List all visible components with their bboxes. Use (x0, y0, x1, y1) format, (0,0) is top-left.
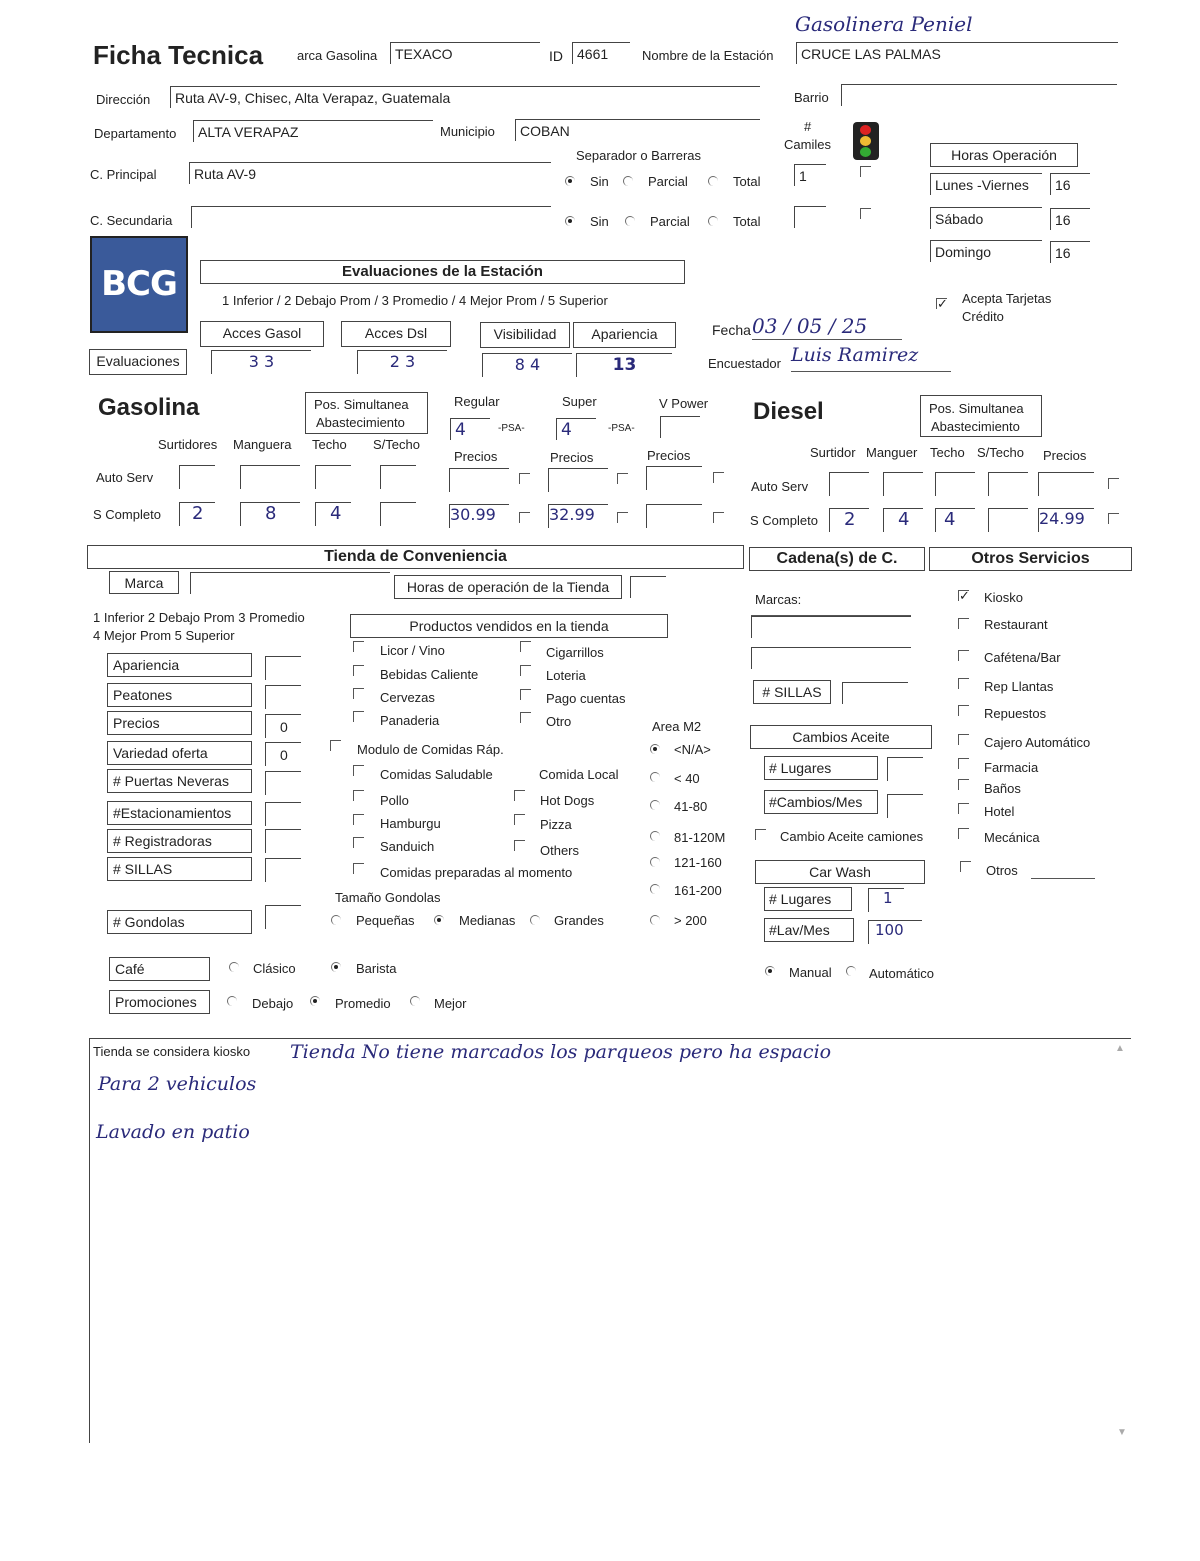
lav-mes-field[interactable]: 100 (868, 920, 922, 944)
car-wash-header: Car Wash (755, 860, 925, 884)
sin-label: Sin (590, 174, 609, 189)
acces-gasol-label: Acces Gasol (200, 321, 324, 347)
puertas-neveras-label: # Puertas Neveras (107, 769, 252, 793)
others-label: Others (540, 843, 580, 858)
sc-precio-vpower-field[interactable] (646, 504, 702, 528)
marca-cadena-2-field[interactable] (751, 647, 911, 669)
regular-pos-field[interactable]: 4 (450, 418, 490, 440)
preparadas-checkbox[interactable] (353, 863, 364, 874)
promociones-label: Promociones (109, 990, 210, 1014)
s-techo-label: S/Techo (373, 437, 420, 452)
cafe-label: Café (109, 957, 210, 981)
diesel-title: Diesel (753, 398, 824, 425)
sc-precio-super-field[interactable]: 32.99 (548, 504, 608, 528)
acces-dsl-field[interactable]: 2 3 (357, 350, 447, 374)
rep-llantas-label: Rep Llantas (984, 679, 1054, 694)
notes-area[interactable] (89, 1038, 1131, 1443)
auto-serv-label: Auto Serv (96, 470, 154, 485)
cw-lugares-label: # Lugares (764, 887, 852, 911)
hot-dogs-checkbox[interactable] (514, 790, 525, 801)
cajero-checkbox[interactable] (958, 734, 969, 745)
hotel-label: Hotel (984, 804, 1015, 819)
evaluaciones-scale: 1 Inferior / 2 Debajo Prom / 3 Promedio / 4 Mejor Prom / 5 Superior (222, 293, 608, 308)
precios-diesel-label: Precios (1043, 448, 1087, 463)
pos-simultanea-label: Pos. Simultanea (314, 397, 409, 412)
camiones-2-field[interactable] (794, 206, 826, 228)
tienda-scale-1: 1 Inferior 2 Debajo Prom 3 Promedio (93, 610, 305, 625)
pizza-checkbox[interactable] (514, 814, 525, 825)
bebidas-label: Bebidas Caliente (380, 667, 479, 682)
area-lt40-radio[interactable] (650, 772, 660, 782)
s-completo-diesel-label: S Completo (750, 513, 818, 528)
sanduich-label: Sanduich (380, 839, 435, 854)
hotel-checkbox[interactable] (958, 803, 969, 814)
notes-line-3: Lavado en patio (96, 1121, 250, 1143)
sc-surtidores-field[interactable]: 2 (179, 502, 215, 526)
mejor-label: Mejor (434, 996, 467, 1011)
parcial-label: Parcial (648, 174, 688, 189)
modulo-comidas-label: Modulo de Comidas Ráp. (357, 742, 504, 757)
manguera-label: Manguera (233, 437, 292, 452)
auto-serv-diesel-label: Auto Serv (751, 479, 809, 494)
hamburguesa-checkbox[interactable] (353, 814, 364, 825)
domingo-field[interactable]: 16 (1050, 241, 1090, 263)
marca-gasolina-label: arca Gasolina (297, 48, 378, 63)
estacionamientos-label: #Estacionamientos (107, 801, 252, 825)
area-na-radio[interactable] (650, 744, 660, 754)
as-precio-super-field[interactable] (548, 468, 608, 492)
lugares-aceite-label: # Lugares (764, 756, 878, 780)
c-principal-field[interactable]: Ruta AV-9 (189, 162, 551, 184)
encuestador-label: Encuestador (708, 356, 781, 371)
sc-vpower-checkbox[interactable] (713, 512, 724, 523)
rep-llantas-checkbox[interactable] (958, 678, 969, 689)
d-as-s-techo-field[interactable] (988, 472, 1028, 496)
nombre-estacion-field[interactable]: CRUCE LAS PALMAS (796, 42, 1118, 64)
preparadas-label: Comidas preparadas al momento (380, 865, 573, 880)
promedio-radio[interactable] (310, 996, 320, 1006)
lunes-viernes-label: Lunes -Viernes (930, 173, 1042, 195)
banos-checkbox[interactable] (958, 779, 969, 790)
as-surtidores-field[interactable] (179, 465, 215, 489)
traffic-light-icon (853, 122, 879, 160)
d-as-surtidor-field[interactable] (829, 472, 869, 496)
lugares-aceite-field[interactable] (887, 757, 923, 781)
marca-field[interactable] (190, 572, 390, 594)
departamento-field[interactable]: ALTA VERAPAZ (193, 120, 433, 142)
manual-radio[interactable] (765, 966, 775, 976)
separador-1-sin-radio[interactable] (565, 176, 575, 186)
horas-operacion-header: Horas Operación (930, 143, 1078, 167)
visibilidad-field[interactable]: 8 4 (482, 353, 572, 377)
precios-tienda-label: Precios (107, 711, 252, 735)
separador-2-parcial-radio[interactable] (625, 216, 635, 226)
pos-simultanea-diesel (920, 395, 1042, 437)
form-title: Ficha Tecnica (93, 40, 264, 70)
estacionamientos-field[interactable] (265, 802, 301, 826)
marca-cadena-1-field[interactable] (751, 616, 911, 638)
sc-super-checkbox[interactable] (617, 512, 628, 523)
sanduich-checkbox[interactable] (353, 837, 364, 848)
peatones-field[interactable] (265, 685, 301, 709)
nombre-estacion-label: Nombre de la Estación (642, 48, 774, 63)
clasico-label: Clásico (253, 961, 296, 976)
handwritten-station-name: Gasolinera Peniel (795, 12, 973, 36)
direccion-label: Dirección (96, 92, 151, 107)
cambios-mes-field[interactable] (887, 794, 923, 818)
semaforo-1-checkbox[interactable] (860, 166, 871, 177)
sc-manguera-field[interactable]: 8 (240, 502, 300, 526)
as-techo-field[interactable] (315, 465, 351, 489)
d-sc-checkbox[interactable] (1108, 513, 1119, 524)
marca-label: Marca (109, 571, 179, 594)
barista-radio[interactable] (331, 962, 341, 972)
notes-line-1: Tienda No tiene marcados los parqueos pero ha espacio (290, 1041, 832, 1063)
cervezas-checkbox[interactable] (353, 688, 364, 699)
area-121-160-radio[interactable] (650, 857, 660, 867)
d-sc-techo-field[interactable]: 4 (935, 508, 975, 532)
pequenas-radio[interactable] (331, 915, 341, 925)
panaderia-label: Panaderia (380, 713, 440, 728)
horas-tienda-field[interactable] (630, 576, 666, 598)
farmacia-label: Farmacia (984, 760, 1039, 775)
tamano-gondolas-label: Tamaño Gondolas (335, 890, 441, 905)
d-as-checkbox[interactable] (1108, 478, 1119, 489)
farmacia-checkbox[interactable] (958, 758, 969, 769)
super-label: Super (562, 394, 597, 409)
acces-dsl-label: Acces Dsl (341, 321, 451, 347)
area-gt200-radio[interactable] (650, 915, 660, 925)
mejor-radio[interactable] (410, 996, 420, 1006)
separador-2-sin-radio[interactable] (565, 216, 575, 226)
banos-label: Baños (984, 781, 1021, 796)
pizza-label: Pizza (540, 817, 572, 832)
pollo-checkbox[interactable] (353, 790, 364, 801)
variedad-label: Variedad oferta (107, 741, 252, 765)
registradoras-field[interactable] (265, 829, 301, 853)
v-power-pos-field[interactable] (660, 416, 700, 438)
as-manguera-field[interactable] (240, 465, 300, 489)
pequenas-label: Pequeñas (356, 913, 415, 928)
sabado-field[interactable]: 16 (1050, 208, 1090, 230)
precios-regular-label: Precios (454, 449, 498, 464)
s-techo-diesel-label: S/Techo (977, 445, 1024, 460)
super-pos-field[interactable]: 4 (556, 418, 596, 440)
area-161-200-radio[interactable] (650, 884, 660, 894)
separador-1-parcial-radio[interactable] (623, 176, 633, 186)
separador-2-total-radio[interactable] (708, 216, 718, 226)
debajo-label: Debajo (252, 996, 294, 1011)
marcas-line (751, 598, 911, 616)
sc-precio-regular-field[interactable]: 30.99 (449, 504, 509, 528)
s-completo-label: S Completo (93, 507, 161, 522)
as-s-techo-field[interactable] (380, 465, 416, 489)
area-121-160-label: 121-160 (674, 855, 722, 870)
apariencia-tienda-label: Apariencia (107, 653, 252, 677)
bebidas-checkbox[interactable] (353, 665, 364, 676)
parcial-label-2: Parcial (650, 214, 690, 229)
as-vpower-checkbox[interactable] (713, 472, 724, 483)
abastecimiento-label: Abastecimiento (316, 415, 405, 430)
automatico-radio[interactable] (846, 966, 856, 976)
clasico-radio[interactable] (229, 962, 239, 972)
modulo-comidas-checkbox[interactable] (330, 740, 341, 751)
bcg-logo: BCG (90, 236, 188, 333)
variedad-field[interactable]: 0 (265, 742, 301, 766)
v-power-label: V Power (659, 396, 709, 411)
camiones-1-field[interactable]: 1 (794, 164, 826, 186)
otros-checkbox[interactable] (960, 861, 971, 872)
domingo-label: Domingo (930, 240, 1042, 262)
marca-gasolina-field[interactable]: TEXACO (390, 42, 540, 64)
mecanica-checkbox[interactable] (958, 828, 969, 839)
encuestador-field[interactable]: Luis Ramirez (791, 344, 951, 372)
direccion-field[interactable]: Ruta AV-9, Chisec, Alta Verapaz, Guatemala (170, 86, 760, 108)
barrio-label: Barrio (794, 90, 829, 105)
pago-cuentas-checkbox[interactable] (520, 689, 531, 700)
scroll-up-icon[interactable]: ▲ (1115, 1043, 1125, 1054)
gasolina-title: Gasolina (98, 394, 200, 421)
sillas-tienda-label: # SILLAS (107, 857, 252, 881)
sin-label-2: Sin (590, 214, 609, 229)
d-sc-s-techo-field[interactable] (988, 508, 1028, 532)
mecanica-label: Mecánica (984, 830, 1040, 845)
horas-tienda-label: Horas de operación de la Tienda (394, 575, 622, 599)
area-161-200-label: 161-200 (674, 883, 722, 898)
techo-label: Techo (312, 437, 347, 452)
otros-label: Otros (986, 863, 1018, 878)
d-as-manguer-field[interactable] (883, 472, 923, 496)
manual-label: Manual (789, 965, 832, 980)
automatico-label: Automático (869, 966, 935, 981)
barista-label: Barista (356, 961, 397, 976)
sabado-label: Sábado (930, 207, 1042, 229)
area-81-120-radio[interactable] (650, 831, 660, 841)
psa-label-2: -PSA- (608, 423, 635, 434)
sc-regular-checkbox[interactable] (519, 512, 530, 523)
area-41-80-label: 41-80 (674, 799, 708, 814)
as-precio-regular-field[interactable] (449, 468, 509, 492)
surtidores-label: Surtidores (158, 437, 218, 452)
precios-tienda-field[interactable]: 0 (265, 714, 301, 738)
hot-dogs-label: Hot Dogs (540, 793, 595, 808)
sc-techo-field[interactable]: 4 (315, 502, 351, 526)
separador-1-total-radio[interactable] (708, 176, 718, 186)
pago-cuentas-label: Pago cuentas (546, 691, 626, 706)
surtidor-label: Surtidor (810, 445, 856, 460)
comida-local-label: Comida Local (539, 767, 619, 782)
fecha-label: Fecha (712, 322, 751, 338)
promedio-label: Promedio (335, 996, 391, 1011)
gondolas-label: # Gondolas (107, 910, 252, 934)
saludable-label: Comidas Saludable (380, 767, 493, 782)
notes-line-2: Para 2 vehiculos (98, 1073, 257, 1095)
departamento-label: Departamento (94, 126, 177, 141)
cambio-camiones-label: Cambio Aceite camiones (780, 829, 924, 844)
hamburguesa-label: Hamburgu (380, 816, 441, 831)
municipio-field[interactable]: COBAN (515, 119, 760, 141)
camiones-label: Camiles (784, 137, 831, 152)
loteria-checkbox[interactable] (520, 665, 531, 676)
apariencia-field[interactable]: 13 (576, 353, 672, 377)
tienda-header: Tienda de Conveniencia (87, 545, 744, 569)
loteria-label: Loteria (546, 668, 586, 683)
check-icon: ✓ (937, 296, 948, 311)
d-sc-surtidor-field[interactable]: 2 (829, 508, 869, 532)
area-na-label: <N/A> (674, 742, 711, 757)
cafeteria-checkbox[interactable] (958, 650, 969, 661)
id-label: ID (549, 48, 563, 64)
medianas-radio[interactable] (434, 915, 444, 925)
precios-vpower-label: Precios (647, 448, 691, 463)
otro-label: Otro (546, 714, 572, 729)
otros-field[interactable] (1031, 864, 1095, 879)
restaurant-label: Restaurant (984, 617, 1048, 632)
sillas-cadena-label: # SILLAS (753, 680, 831, 704)
camiones-label-hash: # (804, 119, 812, 134)
pollo-label: Pollo (380, 793, 409, 808)
total-label: Total (733, 174, 761, 189)
cigarrillos-checkbox[interactable] (520, 641, 531, 652)
id-field[interactable]: 4661 (572, 42, 630, 64)
apariencia-label: Apariencia (573, 322, 676, 348)
abastecimiento-diesel-label: Abastecimiento (931, 419, 1020, 434)
cajero-label: Cajero Automático (984, 735, 1091, 750)
cambios-mes-label: #Cambios/Mes (764, 790, 878, 814)
gondolas-field[interactable] (265, 905, 301, 929)
cervezas-label: Cervezas (380, 690, 435, 705)
repuestos-checkbox[interactable] (958, 705, 969, 716)
cw-lugares-field[interactable]: 1 (868, 888, 904, 912)
peatones-label: Peatones (107, 683, 252, 707)
repuestos-label: Repuestos (984, 706, 1047, 721)
evaluaciones-header: Evaluaciones de la Estación (200, 260, 685, 284)
sillas-tienda-field[interactable] (265, 858, 301, 882)
as-regular-checkbox[interactable] (519, 473, 530, 484)
c-secundaria-field[interactable] (191, 206, 551, 228)
semaforo-2-checkbox[interactable] (860, 208, 871, 219)
separador-label: Separador o Barreras (576, 148, 702, 163)
grandes-label: Grandes (554, 913, 604, 928)
puertas-neveras-field[interactable] (265, 771, 301, 795)
others-checkbox[interactable] (514, 840, 525, 851)
area-41-80-radio[interactable] (650, 800, 660, 810)
kiosko-label: Kiosko (984, 590, 1024, 605)
as-super-checkbox[interactable] (617, 473, 628, 484)
c-principal-label: C. Principal (90, 167, 157, 182)
cigarrillos-label: Cigarrillos (546, 645, 604, 660)
pos-simultanea-gasolina (305, 392, 428, 434)
fecha-field[interactable]: 03 / 05 / 25 (752, 314, 902, 340)
d-sc-precio-field[interactable]: 24.99 (1038, 508, 1094, 532)
techo-diesel-label: Techo (930, 445, 965, 460)
area-81-120-label: 81-120M (674, 830, 726, 845)
evaluaciones-label: Evaluaciones (89, 349, 187, 375)
registradoras-label: # Registradoras (107, 829, 252, 853)
tienda-scale-2: 4 Mejor Prom 5 Superior (93, 628, 235, 643)
area-m2-label: Area M2 (652, 719, 702, 734)
panaderia-checkbox[interactable] (353, 711, 364, 722)
productos-header: Productos vendidos en la tienda (350, 614, 668, 638)
d-as-techo-field[interactable] (935, 472, 975, 496)
otro-checkbox[interactable] (520, 712, 531, 723)
lunes-viernes-field[interactable]: 16 (1050, 173, 1090, 195)
as-precio-vpower-field[interactable] (646, 466, 702, 490)
d-as-precio-field[interactable] (1038, 472, 1094, 496)
licor-label: Licor / Vino (380, 643, 445, 658)
municipio-label: Municipio (440, 124, 495, 139)
precios-super-label: Precios (550, 450, 594, 465)
saludable-checkbox[interactable] (353, 765, 364, 776)
sillas-cadena-field[interactable] (842, 682, 908, 704)
acepta-tarjetas-label: Acepta Tarjetas (962, 291, 1052, 306)
cambios-aceite-header: Cambios Aceite (750, 725, 932, 749)
barrio-field[interactable] (841, 84, 1117, 106)
area-gt200-label: > 200 (674, 913, 707, 928)
psa-label: -PSA- (498, 423, 525, 434)
restaurant-checkbox[interactable] (958, 618, 969, 629)
marcas-label: Marcas: (755, 592, 802, 607)
visibilidad-label: Visibilidad (480, 322, 570, 348)
debajo-radio[interactable] (227, 996, 237, 1006)
pos-simultanea-diesel-label: Pos. Simultanea (929, 401, 1024, 416)
cambio-camiones-checkbox[interactable] (755, 829, 766, 840)
credito-label: Crédito (962, 309, 1004, 324)
area-lt40-label: < 40 (674, 771, 700, 786)
lav-mes-label: #Lav/Mes (764, 918, 854, 942)
manguer-label: Manguer (866, 445, 918, 460)
total-label-2: Total (733, 214, 761, 229)
grandes-radio[interactable] (530, 915, 540, 925)
regular-label: Regular (454, 394, 500, 409)
otros-servicios-header: Otros Servicios (929, 547, 1132, 571)
apariencia-tienda-field[interactable] (265, 656, 301, 680)
cafeteria-label: Cafétena/Bar (984, 650, 1061, 665)
check-icon: ✓ (959, 588, 970, 603)
scroll-down-icon[interactable]: ▼ (1117, 1427, 1127, 1438)
notes-label: Tienda se considera kiosko (93, 1044, 251, 1059)
sc-s-techo-field[interactable] (380, 502, 416, 526)
medianas-label: Medianas (459, 913, 516, 928)
licor-checkbox[interactable] (353, 641, 364, 652)
acces-gasol-field[interactable]: 3 3 (211, 350, 311, 374)
c-secundaria-label: C. Secundaria (90, 213, 173, 228)
d-sc-manguer-field[interactable]: 4 (883, 508, 923, 532)
cadena-header: Cadena(s) de C. (749, 547, 925, 571)
